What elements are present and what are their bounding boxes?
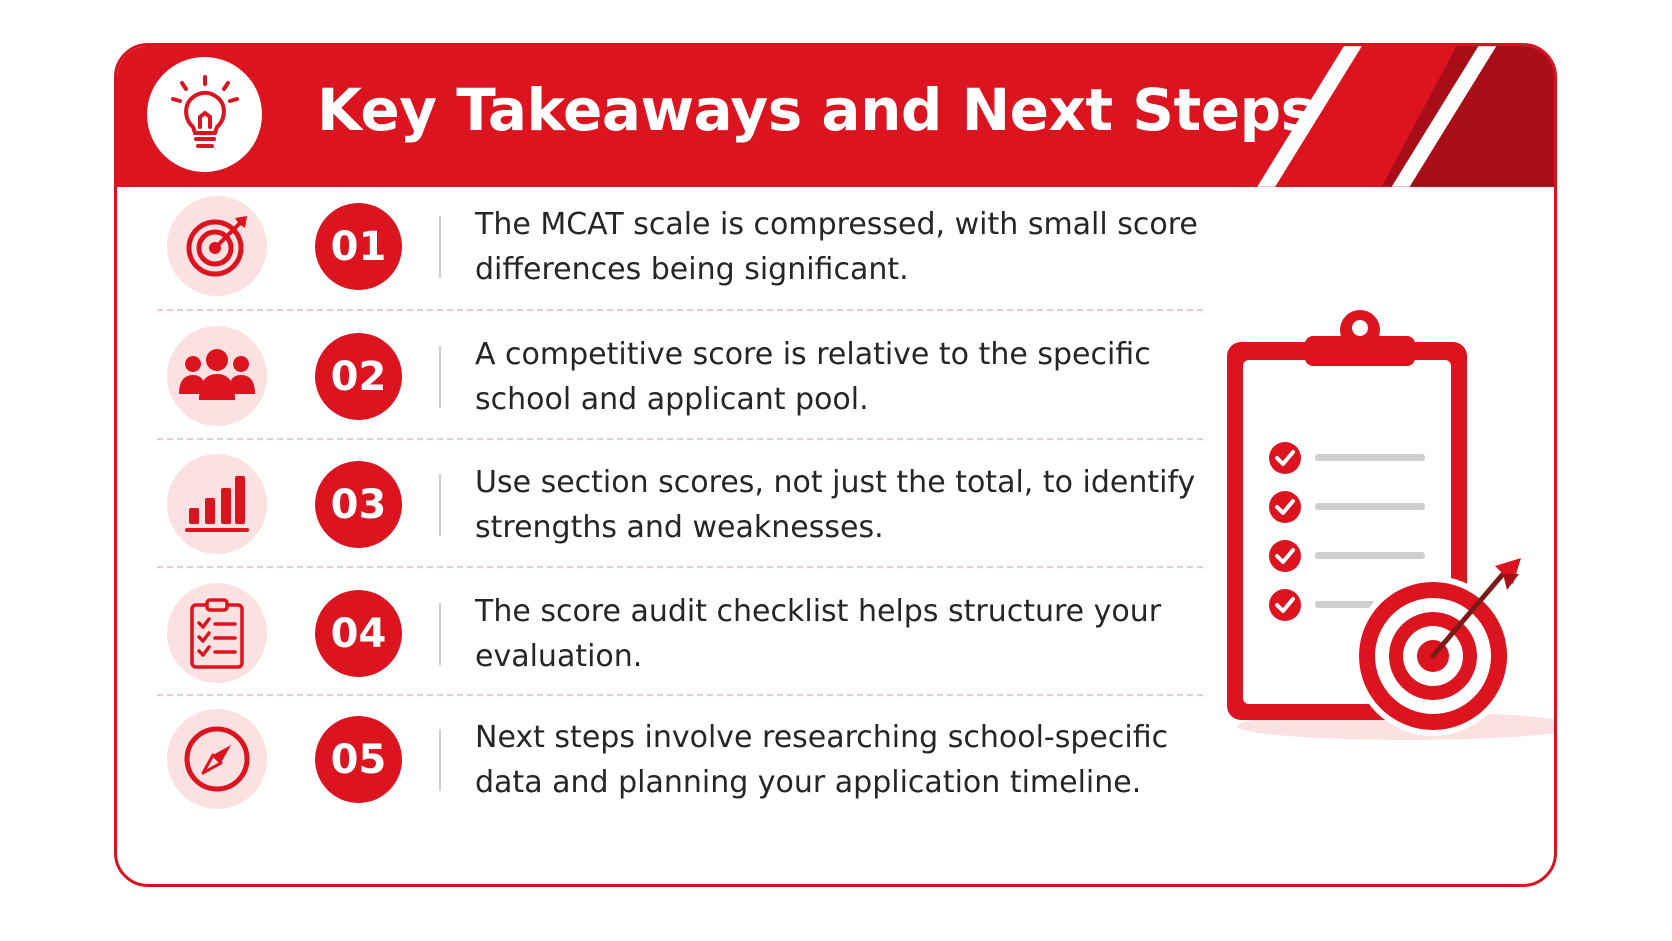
target-icon-badge bbox=[167, 196, 267, 296]
compass-icon-badge bbox=[167, 709, 267, 809]
people-icon bbox=[179, 348, 255, 404]
row-divider bbox=[157, 309, 1203, 311]
takeaway-row-3 bbox=[117, 454, 1247, 554]
clipboard-checklist-icon bbox=[189, 597, 245, 669]
clipboard-checklist-icon-badge bbox=[167, 583, 267, 683]
takeaway-row-4 bbox=[117, 583, 1247, 683]
takeaway-row-2 bbox=[117, 326, 1247, 426]
bar-chart-icon-badge bbox=[167, 454, 267, 554]
row-separator bbox=[439, 729, 441, 791]
bar-chart-icon bbox=[185, 474, 249, 534]
header-banner bbox=[117, 46, 1554, 187]
row-divider bbox=[157, 566, 1203, 568]
step-number: 04 bbox=[315, 590, 402, 677]
people-icon-badge bbox=[167, 326, 267, 426]
takeaways-card bbox=[114, 43, 1557, 887]
takeaway-text: Next steps involve researching school-specific data and planning your application timeline. bbox=[475, 720, 1169, 800]
takeaway-text: A competitive score is relative to the specific school and applicant pool. bbox=[475, 337, 1151, 417]
takeaway-row-1 bbox=[117, 196, 1247, 296]
row-divider bbox=[157, 438, 1203, 440]
page-title: Key Takeaways and Next Steps bbox=[317, 76, 1315, 144]
step-number: 05 bbox=[315, 716, 402, 803]
row-divider bbox=[157, 694, 1203, 696]
step-number: 02 bbox=[315, 333, 402, 420]
row-separator bbox=[439, 346, 441, 408]
takeaway-text: The score audit checklist helps structure your evaluation. bbox=[475, 594, 1162, 674]
row-separator bbox=[439, 603, 441, 665]
takeaway-text: Use section scores, not just the total, to identify strengths and weaknesses. bbox=[475, 465, 1196, 545]
row-separator bbox=[439, 474, 441, 536]
row-separator bbox=[439, 216, 441, 278]
compass-icon bbox=[183, 725, 251, 793]
lightbulb-icon bbox=[170, 75, 240, 155]
clipboard-target-illustration bbox=[1207, 308, 1557, 808]
target-icon bbox=[185, 214, 249, 278]
takeaway-row-5 bbox=[117, 709, 1247, 809]
step-number: 03 bbox=[315, 461, 402, 548]
step-number: 01 bbox=[315, 203, 402, 290]
lightbulb-badge bbox=[147, 57, 262, 172]
takeaway-text: The MCAT scale is compressed, with small score differences being significant. bbox=[475, 207, 1198, 287]
